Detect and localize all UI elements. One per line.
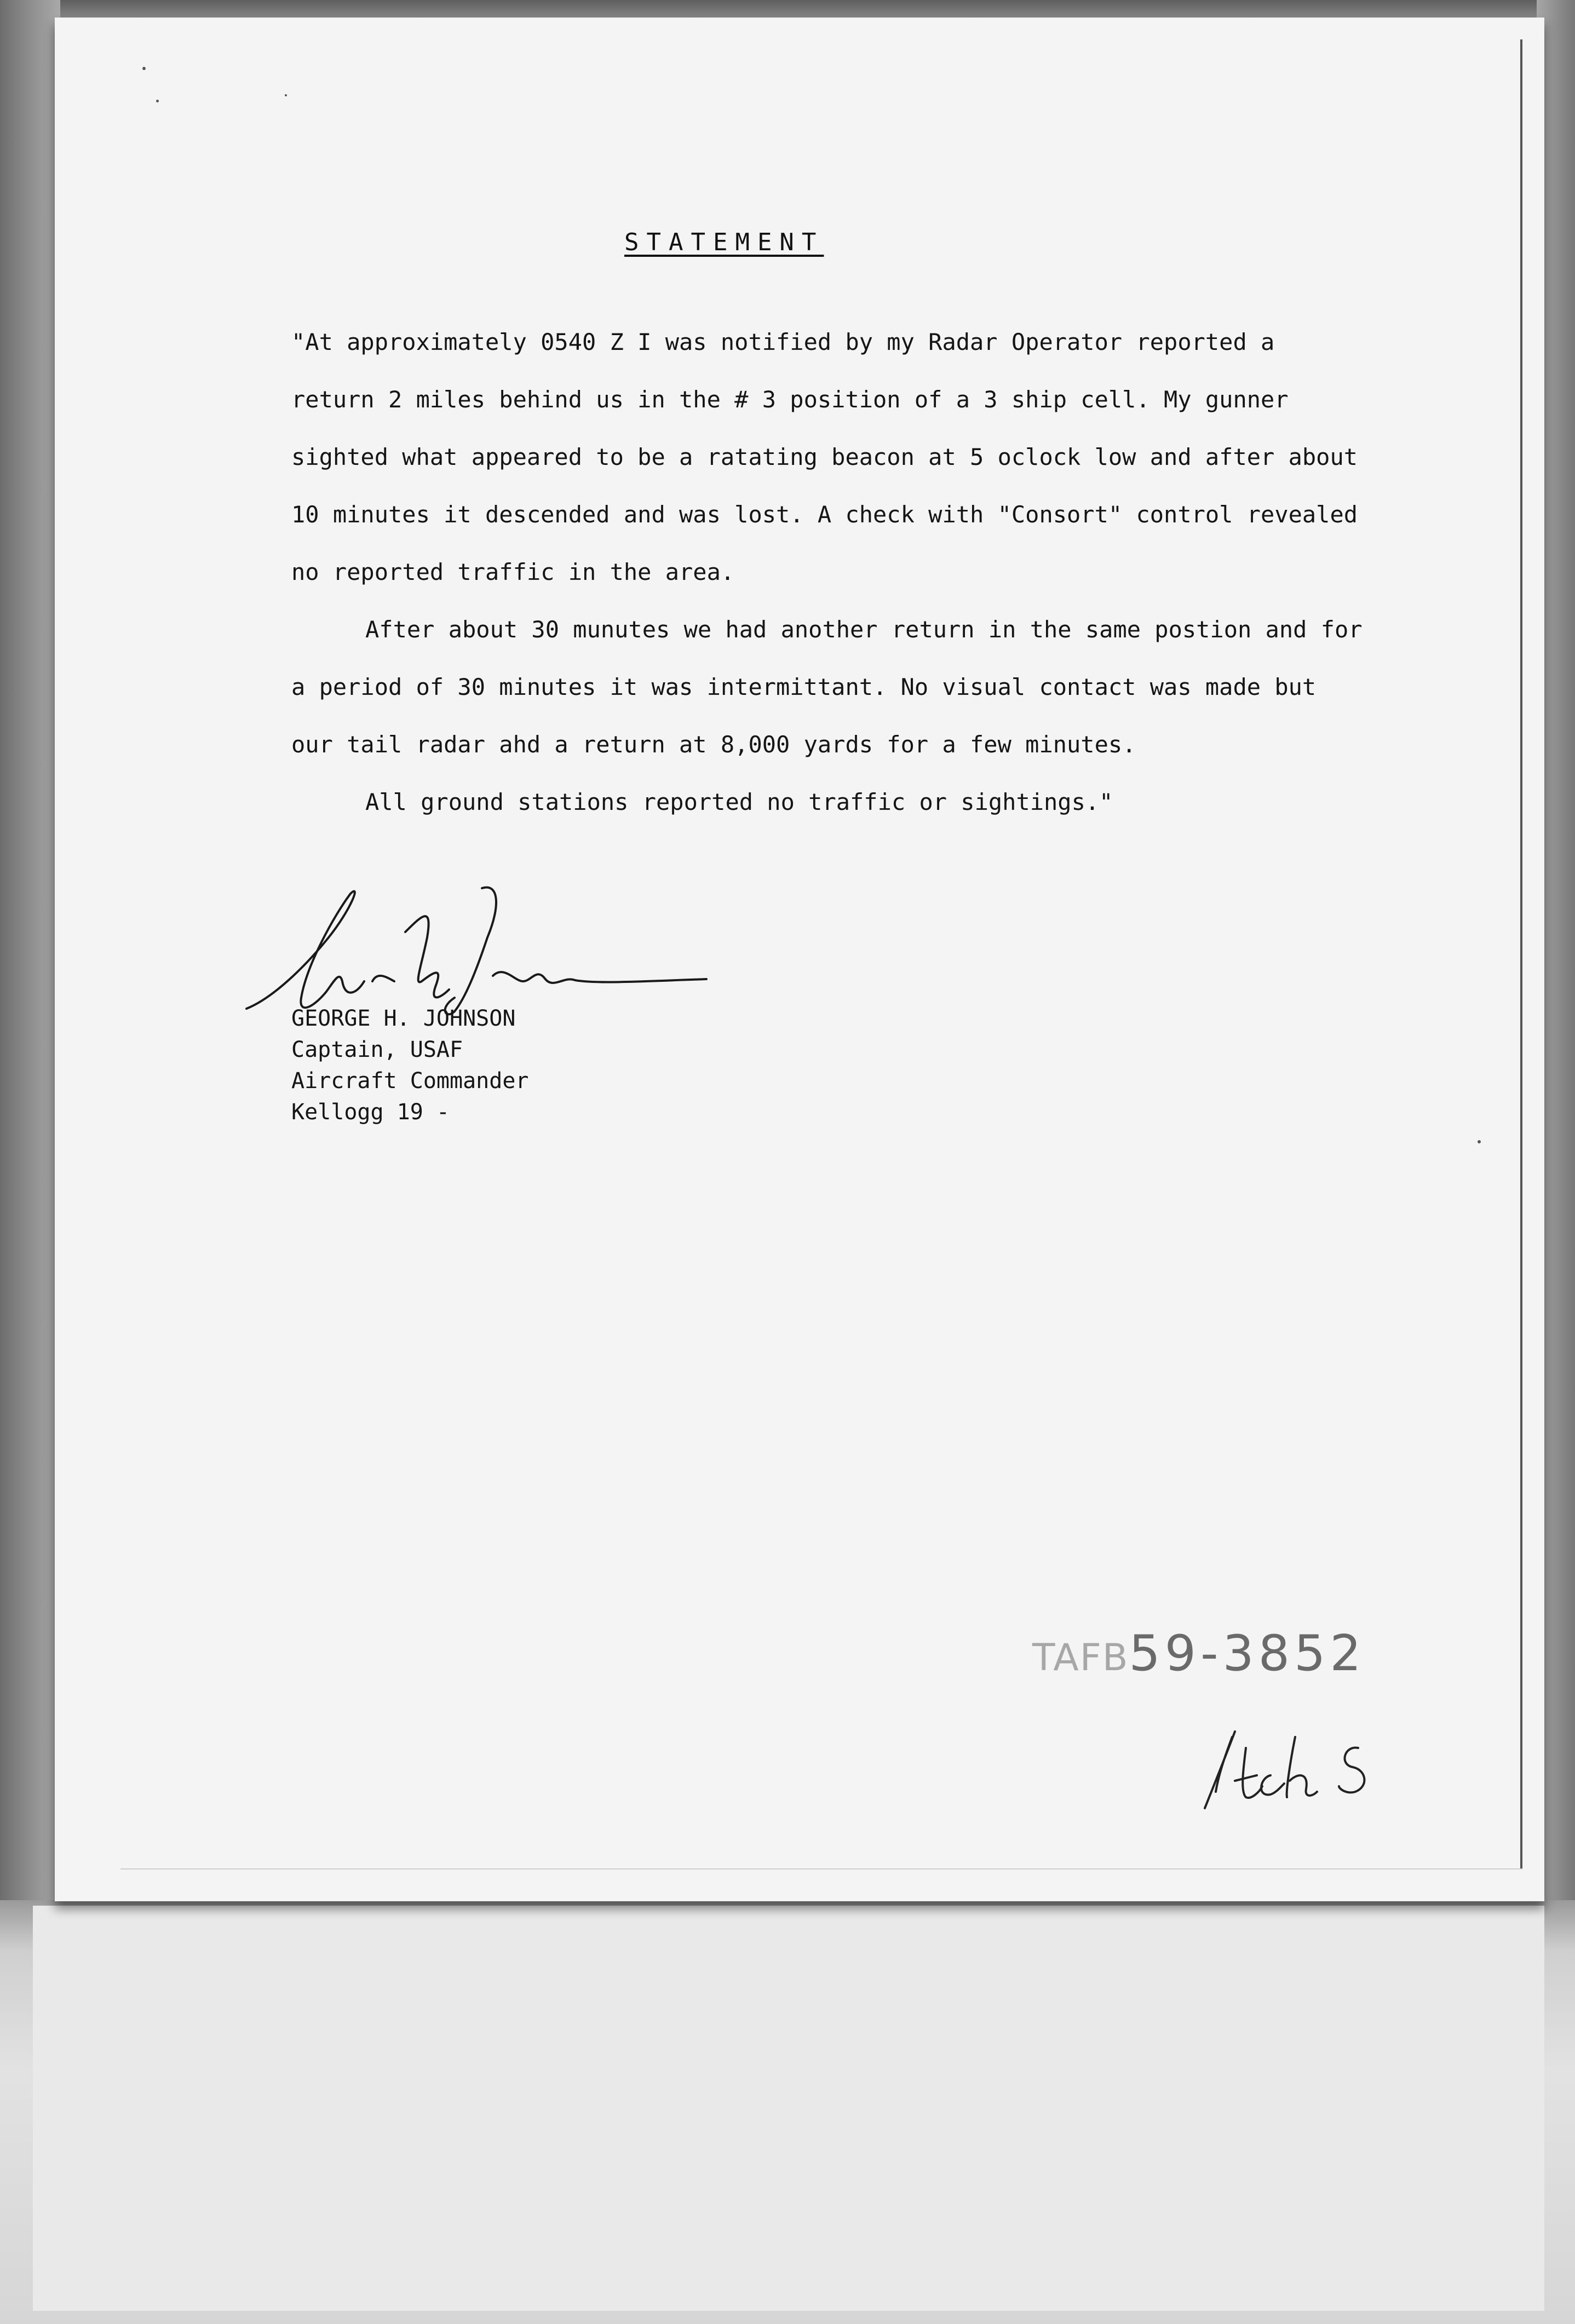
paragraph-2: After about 30 munutes we had another return in the same postion and for a period of 30 minutes it was intermittant. No visual contact was made but our tail radar ahd a return at 8,000 yards for a few minutes.	[291, 616, 1363, 758]
signer-callsign: Kellogg 19 -	[291, 1100, 450, 1125]
speck	[156, 100, 159, 102]
handwritten-attachment-note	[1194, 1715, 1391, 1825]
signer-position: Aircraft Commander	[291, 1068, 529, 1094]
underlying-sheet	[33, 1906, 1544, 2311]
speck	[142, 67, 146, 70]
signer-rank: Captain, USAF	[291, 1037, 463, 1062]
speck	[1478, 1140, 1481, 1143]
page-edge-line	[1520, 39, 1522, 1868]
stamp-prefix: TAFB	[1032, 1636, 1129, 1679]
document-stamp	[1032, 1625, 1366, 1682]
paragraph-1: "At approximately 0540 Z I was notified by my Radar Operator reported a return 2 miles behind us in the # 3 position of a 3 ship cell. My gunner sighted what appeared to be a ratating beacon at 5 oclock low and after about 10 minutes it descended and was lost. A check with "Consort" control revealed no reported traffic in the area.	[291, 329, 1358, 585]
statement-body	[291, 313, 1365, 831]
page-title: STATEMENT	[624, 228, 824, 256]
page-bottom-line	[120, 1868, 1522, 1869]
signature-block	[291, 1003, 528, 1128]
speck	[285, 94, 287, 96]
document-page	[55, 18, 1544, 1901]
stamp-number: 59-3852	[1129, 1625, 1366, 1682]
paragraph-3: All ground stations reported no traffic or sightings."	[365, 789, 1113, 815]
background-top	[0, 0, 1575, 20]
signer-name: GEORGE H. JOHNSON	[291, 1006, 516, 1031]
